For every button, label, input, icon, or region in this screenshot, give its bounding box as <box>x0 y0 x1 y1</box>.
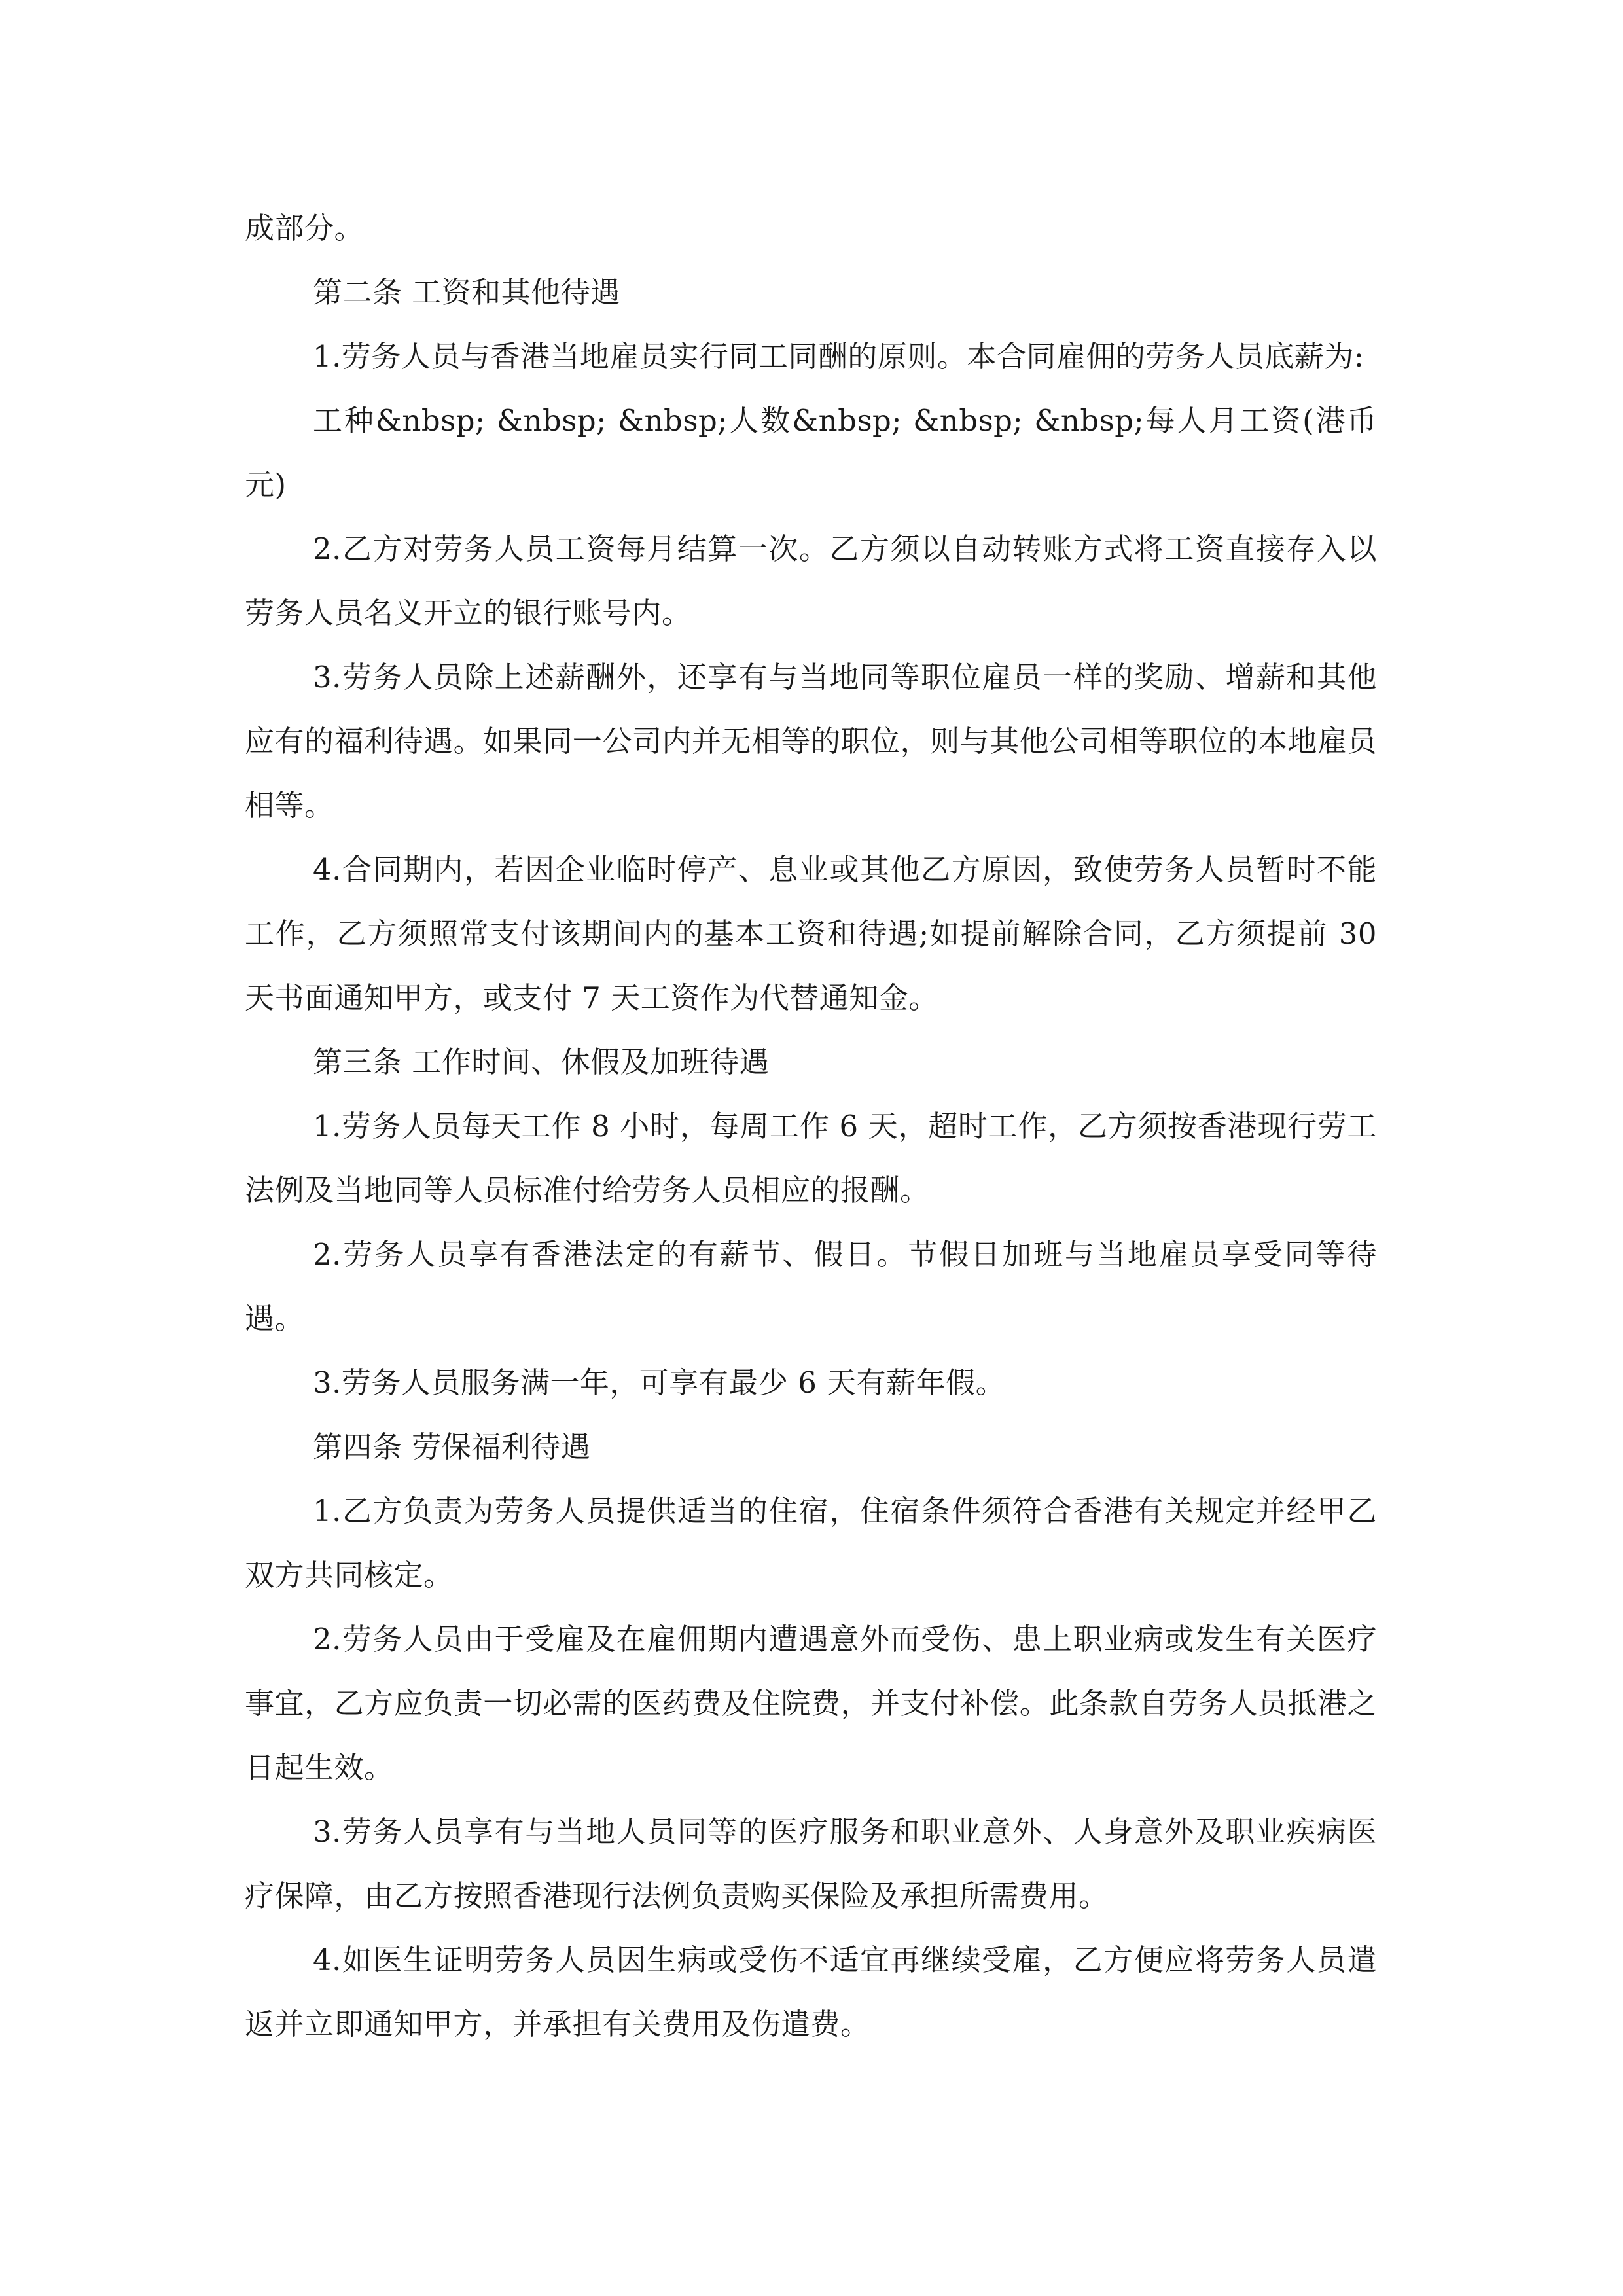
article-2-clause-3: 3.劳务人员除上述薪酬外，还享有与当地同等职位雇员一样的奖励、增薪和其他应有的福利待遇。如果同一公司内并无相等的职位，则与其他公司相等职位的本地雇员相等。 <box>245 660 1377 823</box>
article-3-heading: 第三条 工作时间、休假及加班待遇 <box>313 1045 770 1079</box>
article-4-clause-2: 2.劳务人员由于受雇及在雇佣期内遭遇意外而受伤、患上职业病或发生有关医疗事宜，乙方应负责一切必需的医药费及住院费，并支付补偿。此条款自劳务人员抵港之日起生效。 <box>245 1622 1377 1785</box>
article-2-clause-2: 2.乙方对劳务人员工资每月结算一次。乙方须以自动转账方式将工资直接存入以劳务人员名义开立的银行账号内。 <box>245 531 1377 630</box>
article-3-clause-3: 3.劳务人员服务满一年，可享有最少 6 天有薪年假。 <box>313 1365 1006 1400</box>
article-2-wage-table-header: 工种&nbsp; &nbsp; &nbsp;人数&nbsp; &nbsp; &nbsp;每人月工资(港币元) <box>245 403 1377 502</box>
article-3-clause-2: 2.劳务人员享有香港法定的有薪节、假日。节假日加班与当地雇员享受同等待遇。 <box>245 1237 1377 1336</box>
article-4-clause-1: 1.乙方负责为劳务人员提供适当的住宿，住宿条件须符合香港有关规定并经甲乙双方共同核定。 <box>245 1494 1377 1592</box>
article-2-clause-1: 1.劳务人员与香港当地雇员实行同工同酬的原则。本合同雇佣的劳务人员底薪为: <box>313 339 1364 374</box>
document-page <box>245 196 1377 2056</box>
article-4-clause-3: 3.劳务人员享有与当地人员同等的医疗服务和职业意外、人身意外及职业疾病医疗保障，由乙方按照香港现行法例负责购买保险及承担所需费用。 <box>245 1814 1377 1913</box>
paragraph-continuation: 成部分。 <box>245 211 365 245</box>
article-4-clause-4: 4.如医生证明劳务人员因生病或受伤不适宜再继续受雇，乙方便应将劳务人员遣返并立即通知甲方，并承担有关费用及伤遣费。 <box>245 1943 1377 2041</box>
article-2-heading: 第二条 工资和其他待遇 <box>313 275 620 310</box>
article-2-clause-4: 4.合同期内，若因企业临时停产、息业或其他乙方原因，致使劳务人员暂时不能工作，乙方须照常支付该期间内的基本工资和待遇;如提前解除合同，乙方须提前 30 天书面通知甲方，或支付 7 天工资作为代替通知金。 <box>245 852 1377 1015</box>
article-4-heading: 第四条 劳保福利待遇 <box>313 1429 591 1464</box>
article-3-clause-1: 1.劳务人员每天工作 8 小时，每周工作 6 天，超时工作，乙方须按香港现行劳工法例及当地同等人员标准付给劳务人员相应的报酬。 <box>245 1109 1377 1208</box>
